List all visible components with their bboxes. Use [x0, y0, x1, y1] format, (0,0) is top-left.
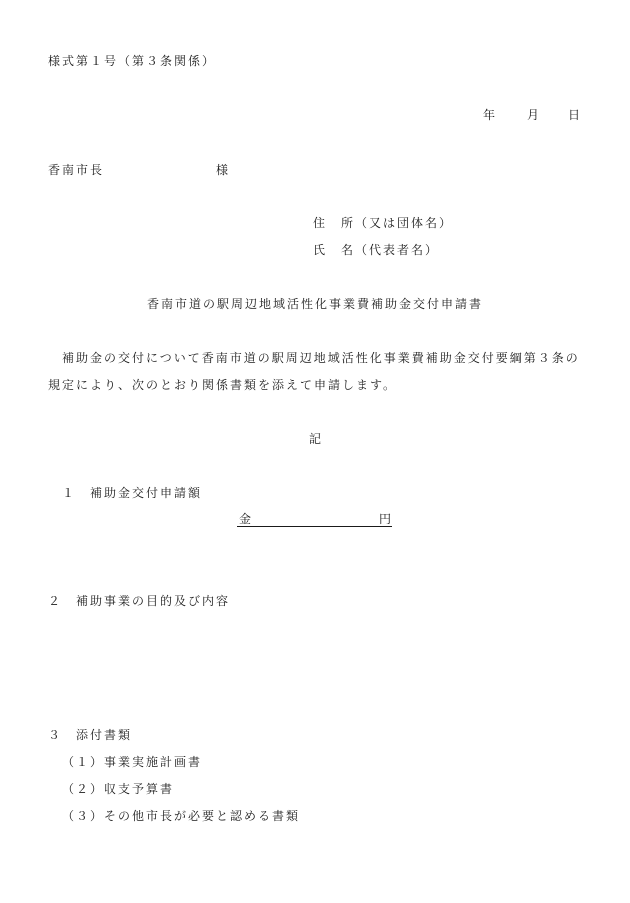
applicant-name-label: 氏 名（代表者名） [313, 243, 440, 257]
date-month: 月 [527, 108, 542, 122]
addressee-honorific: 様 [216, 163, 231, 177]
section-1-heading: １ 補助金交付申請額 [62, 486, 203, 500]
date-year: 年 [483, 108, 498, 122]
body-line-2: 規定により、次のとおり関係書類を添えて申請します。 [48, 378, 398, 392]
attachment-item-1: （１）事業実施計画書 [62, 755, 203, 769]
applicant-address-label: 住 所（又は団体名） [313, 216, 454, 230]
amount-underline [237, 526, 392, 527]
amount-suffix: 円 [379, 512, 394, 526]
body-line-1: 補助金の交付について香南市道の駅周辺地域活性化事業費補助金交付要綱第３条の [62, 351, 580, 365]
section-3-heading: ３ 添付書類 [48, 728, 133, 742]
section-2-heading: ２ 補助事業の目的及び内容 [48, 594, 231, 608]
addressee-name: 香南市長 [48, 163, 105, 177]
ki-label: 記 [309, 432, 324, 446]
attachment-item-2: （２）収支予算書 [62, 782, 175, 796]
form-number: 様式第１号（第３条関係） [48, 54, 217, 68]
document-title: 香南市道の駅周辺地域活性化事業費補助金交付申請書 [147, 297, 484, 311]
date-day: 日 [568, 108, 583, 122]
attachment-item-3: （３）その他市長が必要と認める書類 [62, 809, 301, 823]
amount-prefix: 金 [239, 512, 254, 526]
